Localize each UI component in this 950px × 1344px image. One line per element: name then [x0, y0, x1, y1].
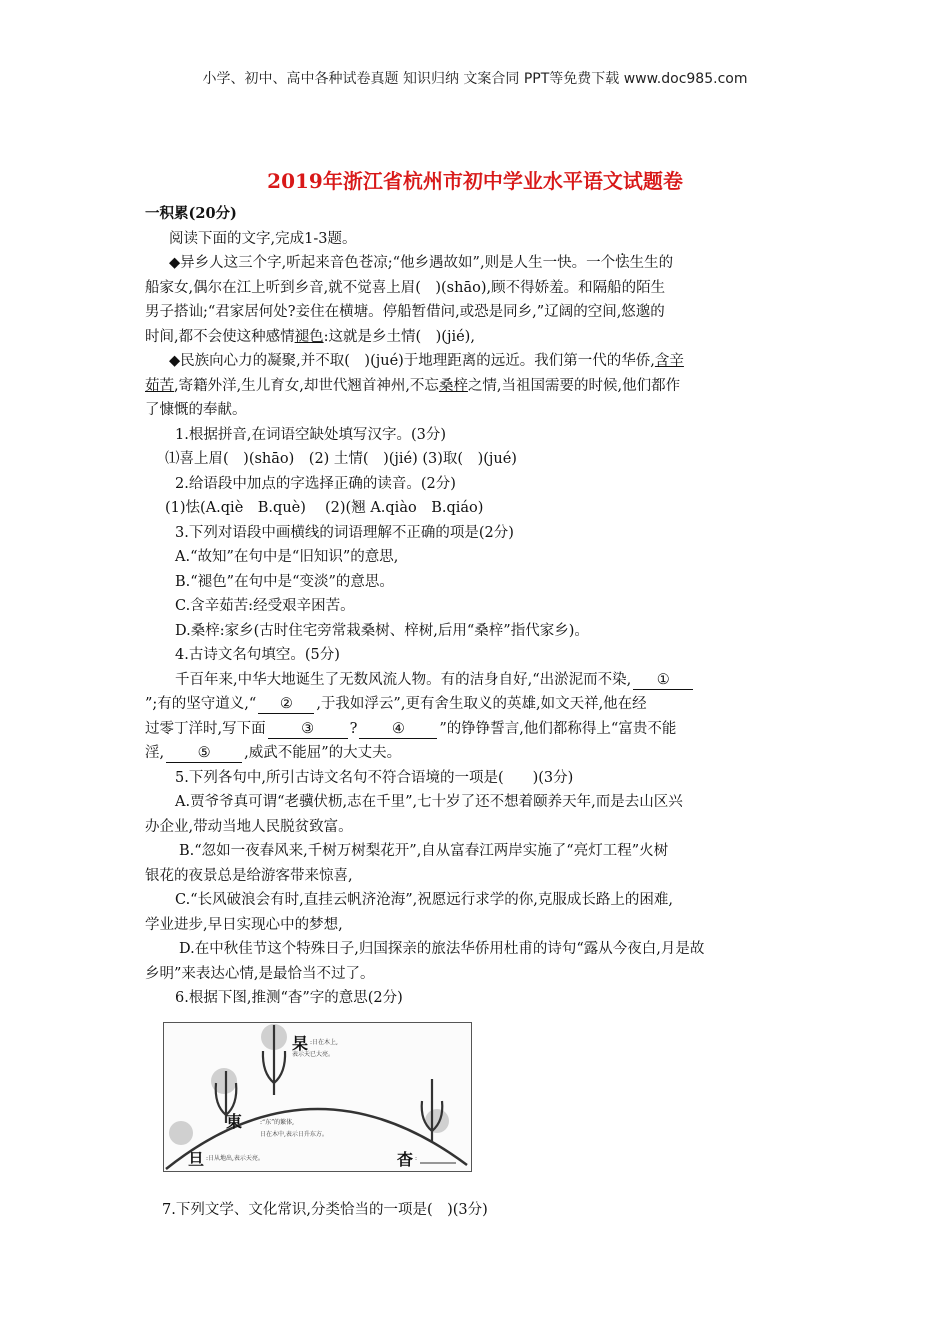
sun-right [425, 1109, 449, 1133]
note-gao-1: :日在木上, [310, 1039, 338, 1046]
para1-line3: 男子搭讪;“君家居何处?妾住在横塘。停船暂借问,或恐是同乡,”辽阔的空间,悠邈的 [145, 304, 665, 320]
char-yao: 杳 [397, 1150, 414, 1169]
q2-stem: 2.给语段中加点的字选择正确的读音。(2分) [175, 475, 456, 492]
para1-line4: 时间,都不会使这种感情褪色:这就是乡土情( )(jié), [145, 328, 475, 345]
q1-stem: 1.根据拼音,在词语空缺处填写汉字。(3分) [175, 426, 446, 443]
q1-items: ⑴喜上眉( )(shāo) (2) 土情( )(jié) (3)取( )(jué) [165, 451, 517, 467]
q4-line3: 过零丁洋时,写下面 ③ ? ④ ”的铮铮誓言,他们都称得上“富贵不能 [145, 720, 677, 737]
q5-option-d1: D.在中秋佳节这个特殊日子,归国探亲的旅法华侨用杜甫的诗句“露从今夜白,月是故 [179, 941, 705, 957]
blank-1[interactable]: ① [633, 671, 693, 690]
para2-line2: 茹苦,寄籍外洋,生儿育女,却世代翘首神州,不忘桑梓之情,当祖国需要的时候,他们都作 [145, 377, 681, 394]
char-dan: 旦 [188, 1150, 205, 1169]
para1-line2: 船家女,偶尔在江上听到乡音,就不觉喜上眉( )(shāo),顾不得娇羞。和隔船的陌生 [145, 279, 666, 296]
q3-option-c: C.含辛茹苦:经受艰辛困苦。 [175, 598, 355, 614]
section-heading: 一积累(20分) [145, 205, 237, 222]
q5-option-a2: 办企业,带动当地人民脱贫致富。 [145, 818, 353, 835]
dotted-char: 怯 [615, 255, 630, 271]
q4-stem: 4.古诗文名句填空。(5分) [175, 647, 340, 663]
q5-option-b2: 银花的夜景总是给游客带来惊喜, [145, 867, 353, 884]
yao-colon: : [415, 1155, 418, 1162]
sun-left [169, 1121, 193, 1145]
note-dong-1: :“东”的繁体, [260, 1119, 295, 1126]
char-dong: 東 [226, 1112, 243, 1131]
underlined-word: 茹苦 [145, 377, 174, 394]
blank-3[interactable]: ③ [268, 720, 348, 739]
q5-option-a1: A.贾爷爷真可谓“老骥伏枥,志在千里”,七十岁了还不想着颐养天年,而是去山区兴 [175, 794, 683, 810]
blank-4[interactable]: ④ [359, 720, 437, 739]
intro-text: 阅读下面的文字,完成1-3题。 [169, 230, 357, 247]
q3-option-d: D.桑梓:家乡(古时住宅旁常栽桑树、梓树,后用“桑梓”指代家乡)。 [175, 622, 589, 639]
q7-stem: 7.下列文学、文化常识,分类恰当的一项是( )(3分) [162, 1202, 488, 1218]
q4-line1: 千百年来,中华大地诞生了无数风流人物。有的洁身自好,“出淤泥而不染, ① [145, 668, 810, 693]
note-gao-2: 表示天已大亮。 [292, 1051, 335, 1058]
q5-option-c2: 学业进步,早日实现心中的梦想, [145, 916, 343, 933]
character-figure [163, 1022, 472, 1172]
q3-option-b: B.“褪色”在句中是“变淡”的意思。 [175, 573, 394, 590]
q6-stem: 6.根据下图,推测“杳”字的意思(2分) [175, 990, 403, 1006]
underlined-word: 褪色 [294, 328, 324, 345]
para1-line1: ◆异乡人这三个字,听起来音色苍凉;“他乡遇故如”,则是人生一快。一个怯生生的 [169, 255, 674, 271]
para2-line1: ◆民族向心力的凝聚,并不取( )(jué)于地理距离的远近。我们第一代的华侨,含辛 [169, 353, 684, 369]
q5-stem: 5.下列各句中,所引古诗文名句不符合语境的一项是( )(3分) [175, 769, 574, 786]
char-gao: 杲 [292, 1034, 309, 1053]
q3-option-a: A.“故知”在句中是“旧知识”的意思, [175, 549, 399, 565]
q5-option-c1: C.“长风破浪会有时,直挂云帆济沧海”,祝愿远行求学的你,克服成长路上的困难, [175, 892, 673, 908]
q3-stem: 3.下列对语段中画横线的词语理解不正确的项是(2分) [175, 524, 514, 541]
q2-items: (1)怯(A.qiè B.què) (2)(翘 A.qiào B.qiáo) [165, 500, 484, 516]
blank-2[interactable]: ② [258, 695, 314, 714]
note-dong-2: 日在木中,表示日升东方。 [260, 1131, 328, 1138]
q5-option-b1: B.“忽如一夜春风来,千树万树梨花开”,自从富春江两岸实施了“亮灯工程”火树 [179, 843, 669, 859]
note-dan: :日从地出,表示天亮。 [206, 1155, 264, 1162]
q4-line4: 淫, ⑤ ,威武不能屈”的大丈夫。 [145, 745, 402, 761]
underlined-word: 含辛 [654, 353, 684, 369]
exam-content [145, 202, 810, 1011]
exam-title: 2019年浙江省杭州市初中学业水平语文试题卷 [267, 169, 683, 193]
q5-option-d2: 乡明”来表达心情,是最恰当不过了。 [145, 965, 375, 982]
page-header: 小学、初中、高中各种试卷真题 知识归纳 文案合同 PPT等免费下载 www.doc985.com [202, 71, 748, 87]
para2-line3: 了慷慨的奉献。 [145, 402, 247, 418]
blank-5[interactable]: ⑤ [166, 744, 242, 763]
underlined-word: 桑梓 [438, 377, 468, 394]
q4-line2: ”;有的坚守道义,“ ② ,于我如浮云”,更有舍生取义的英雄,如文天祥,他在经 [145, 696, 647, 712]
